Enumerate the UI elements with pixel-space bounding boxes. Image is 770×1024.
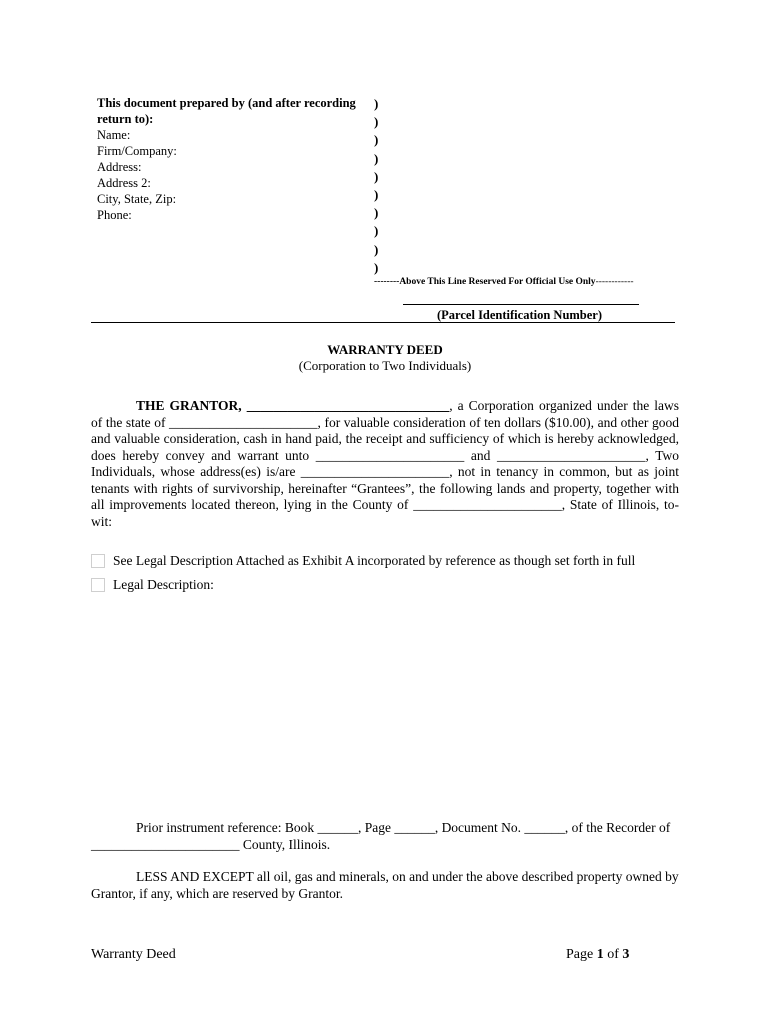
prior-instrument-paragraph: Prior instrument reference: Book ______, Page ______, Document No. ______, of the Recorder of ______________________ County, Illinois. <box>91 820 671 852</box>
paren: ) <box>374 150 379 166</box>
footer-title: Warranty Deed <box>91 947 176 962</box>
paren: ) <box>374 187 379 203</box>
paren: ) <box>374 241 379 257</box>
preparer-block <box>97 95 367 223</box>
paren: ) <box>374 114 379 130</box>
preparer-address-field: Address: <box>97 160 142 174</box>
grantor-label: THE GRANTOR, <box>136 398 242 413</box>
paren: ) <box>374 168 379 184</box>
legal-description-checkbox[interactable] <box>91 578 105 592</box>
preparer-phone-field: Phone: <box>97 208 132 222</box>
preparer-name-field: Name: <box>97 128 131 142</box>
paren: ) <box>374 259 379 275</box>
grantor-blank[interactable]: ______________________________ <box>246 398 450 413</box>
preparer-address2-field: Address 2: <box>97 176 151 190</box>
parcel-id-blank-line <box>403 304 639 305</box>
legal-description-option <box>91 577 214 593</box>
exhibit-label: See Legal Description Attached as Exhibit A incorporated by reference as though set forth in full <box>113 553 636 568</box>
preparer-city-field: City, State, Zip: <box>97 192 177 206</box>
exhibit-option <box>91 553 635 569</box>
page-number: Page 1 of 3 <box>566 947 630 962</box>
less-and-except-paragraph: LESS AND EXCEPT all oil, gas and minerals, on and under the above described property owned by Grantor, if any, which are reserved by Grantor. <box>91 869 679 901</box>
grant-paragraph <box>91 398 679 530</box>
section-divider <box>91 322 675 323</box>
legal-description-label: Legal Description: <box>113 577 214 592</box>
paren: ) <box>374 205 379 221</box>
preparer-title: This document prepared by (and after recording return to): <box>97 96 356 126</box>
deed-title: WARRANTY DEED <box>327 342 443 357</box>
paren: ) <box>374 96 379 111</box>
deed-subtitle: (Corporation to Two Individuals) <box>298 358 472 373</box>
exhibit-checkbox[interactable] <box>91 554 105 568</box>
paren-column <box>374 95 378 277</box>
grant-text: , a Corporation organized under the laws of the state of ______________________, for valuable consideration of ten dollars ($10.00), and other good and valuable consideration, cash in hand paid, the receipt and sufficiency of which is hereby acknowledged, does hereby convey and warrant unto ______________________ and ______________________, Two Individuals, whose address(es) is/are ______________________, not in tenancy in common, but as joint tenants with rights of survivorship, hereinafter “Grantees”, the following lands and property, together with all improvements located thereon, lying in the County of ______________________, State of Illinois, to-wit: <box>91 398 680 529</box>
reserved-line: --------Above This Line Reserved For Official Use Only------------ <box>374 277 634 287</box>
paren: ) <box>374 132 379 148</box>
preparer-firm-field: Firm/Company: <box>97 144 177 158</box>
parcel-id-label: (Parcel Identification Number) <box>437 308 603 322</box>
paren: ) <box>374 223 379 239</box>
